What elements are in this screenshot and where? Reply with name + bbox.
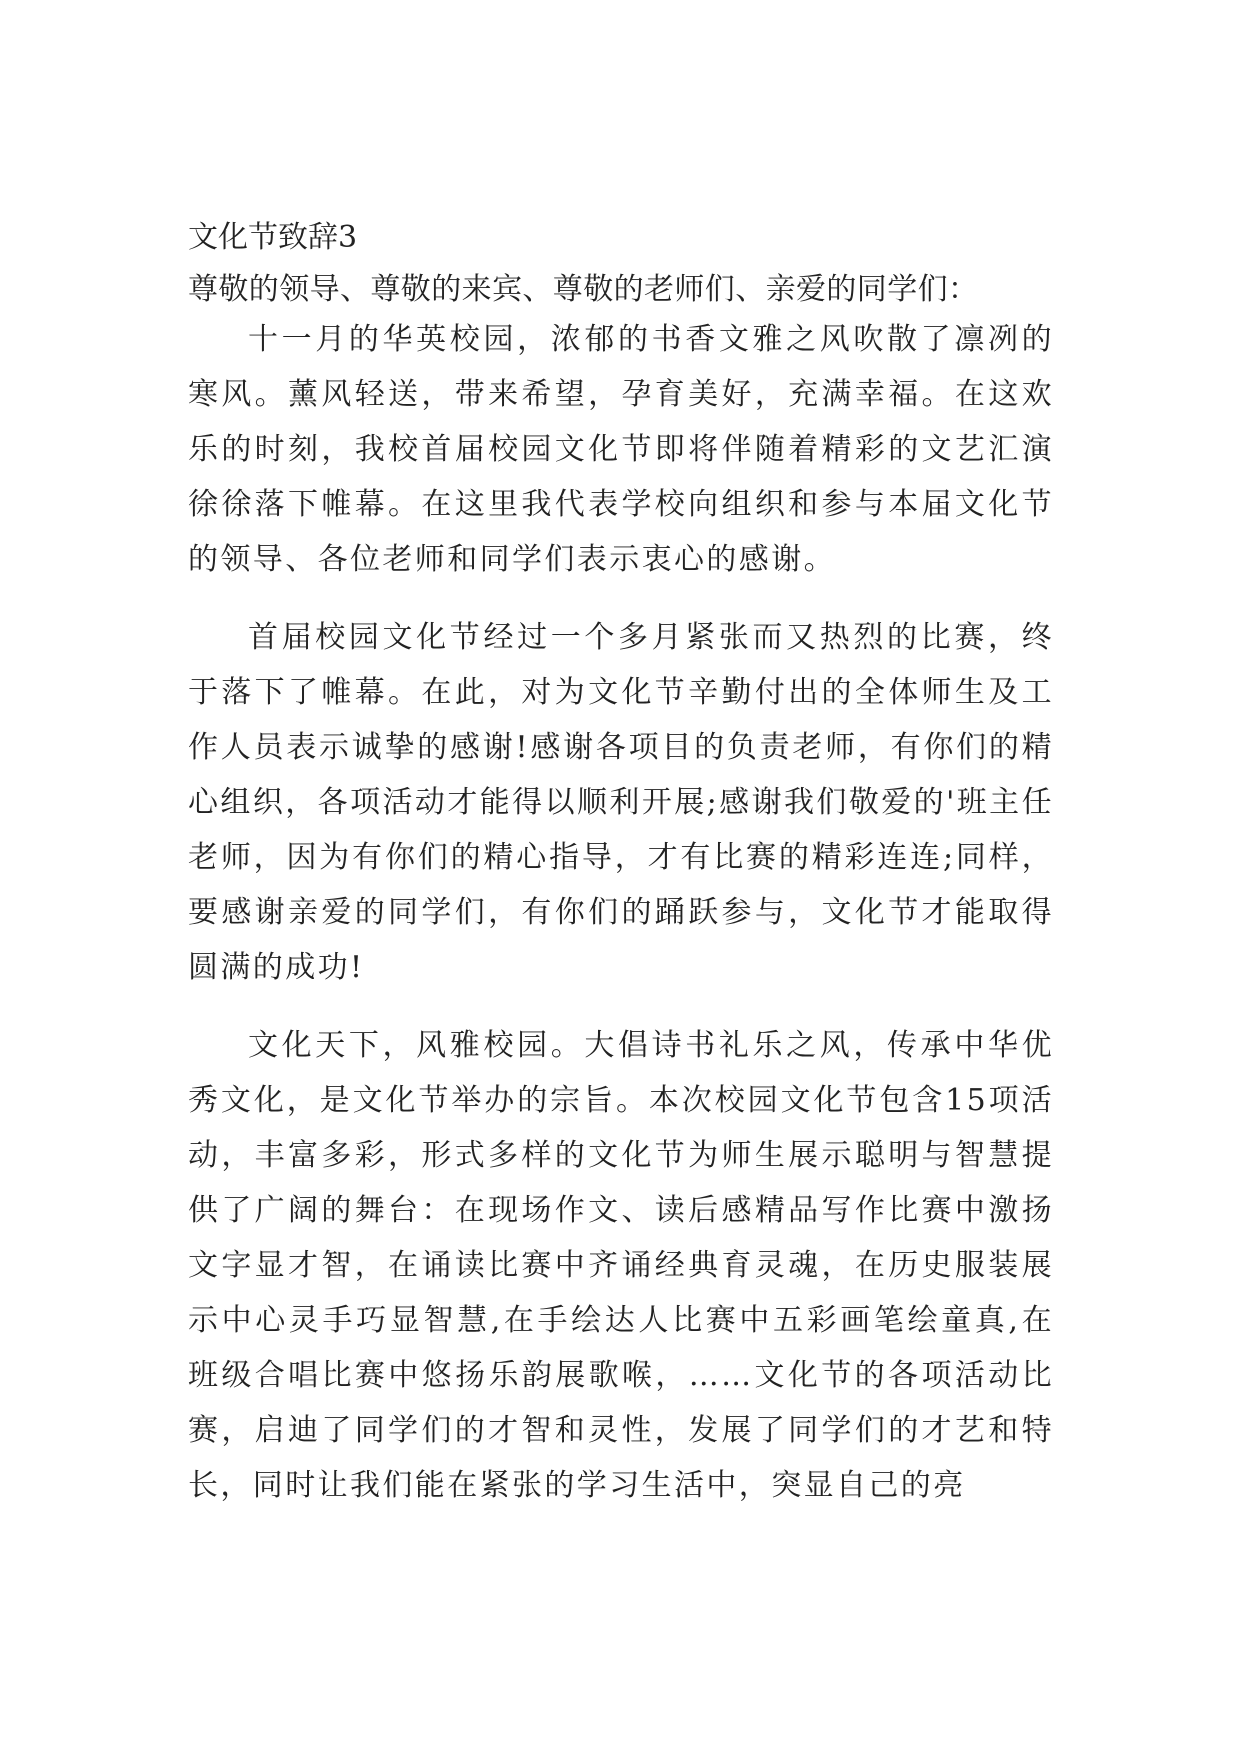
paragraph-2: 首届校园文化节经过一个多月紧张而又热烈的比赛，终于落下了帷幕。在此，对为文化节辛勤付出的全体师生及工作人员表示诚挚的感谢!感谢各项目的负责老师，有你们的精心组织，各项活动才能得以顺利开展;感谢我们敬爱的'班主任老师，因为有你们的精心指导，才有比赛的精彩连连;同样，要感谢亲爱的同学们，有你们的踊跃参与，文化节才能取得圆满的成功! (188, 620, 1054, 985)
paragraph-3: 文化天下，风雅校园。大倡诗书礼乐之风，传承中华优秀文化，是文化节举办的宗旨。本次校园文化节包含15项活动，丰富多彩，形式多样的文化节为师生展示聪明与智慧提供了广阔的舞台：在现场作文、读后感精品写作比赛中激扬文字显才智，在诵读比赛中齐诵经典育灵魂，在历史服装展示中心灵手巧显智慧,在手绘达人比赛中五彩画笔绘童真,在班级合唱比赛中悠扬乐韵展歌喉，……文化节的各项活动比赛，启迪了同学们的才智和灵性，发展了同学们的才艺和特长，同时让我们能在紧张的学习生活中，突显自己的亮 (188, 1028, 1054, 1503)
document-title: 文化节致辞3 (188, 220, 358, 255)
salutation: 尊敬的领导、尊敬的来宾、尊敬的老师们、亲爱的同学们： (188, 272, 979, 307)
paragraph-1: 十一月的华英校园，浓郁的书香文雅之风吹散了凛冽的寒风。薰风轻送，带来希望，孕育美好，充满幸福。在这欢乐的时刻，我校首届校园文化节即将伴随着精彩的文艺汇演徐徐落下帷幕。在这里我代表学校向组织和参与本届文化节的领导、各位老师和同学们表示衷心的感谢。 (188, 322, 1054, 577)
document-body (188, 218, 1054, 1513)
